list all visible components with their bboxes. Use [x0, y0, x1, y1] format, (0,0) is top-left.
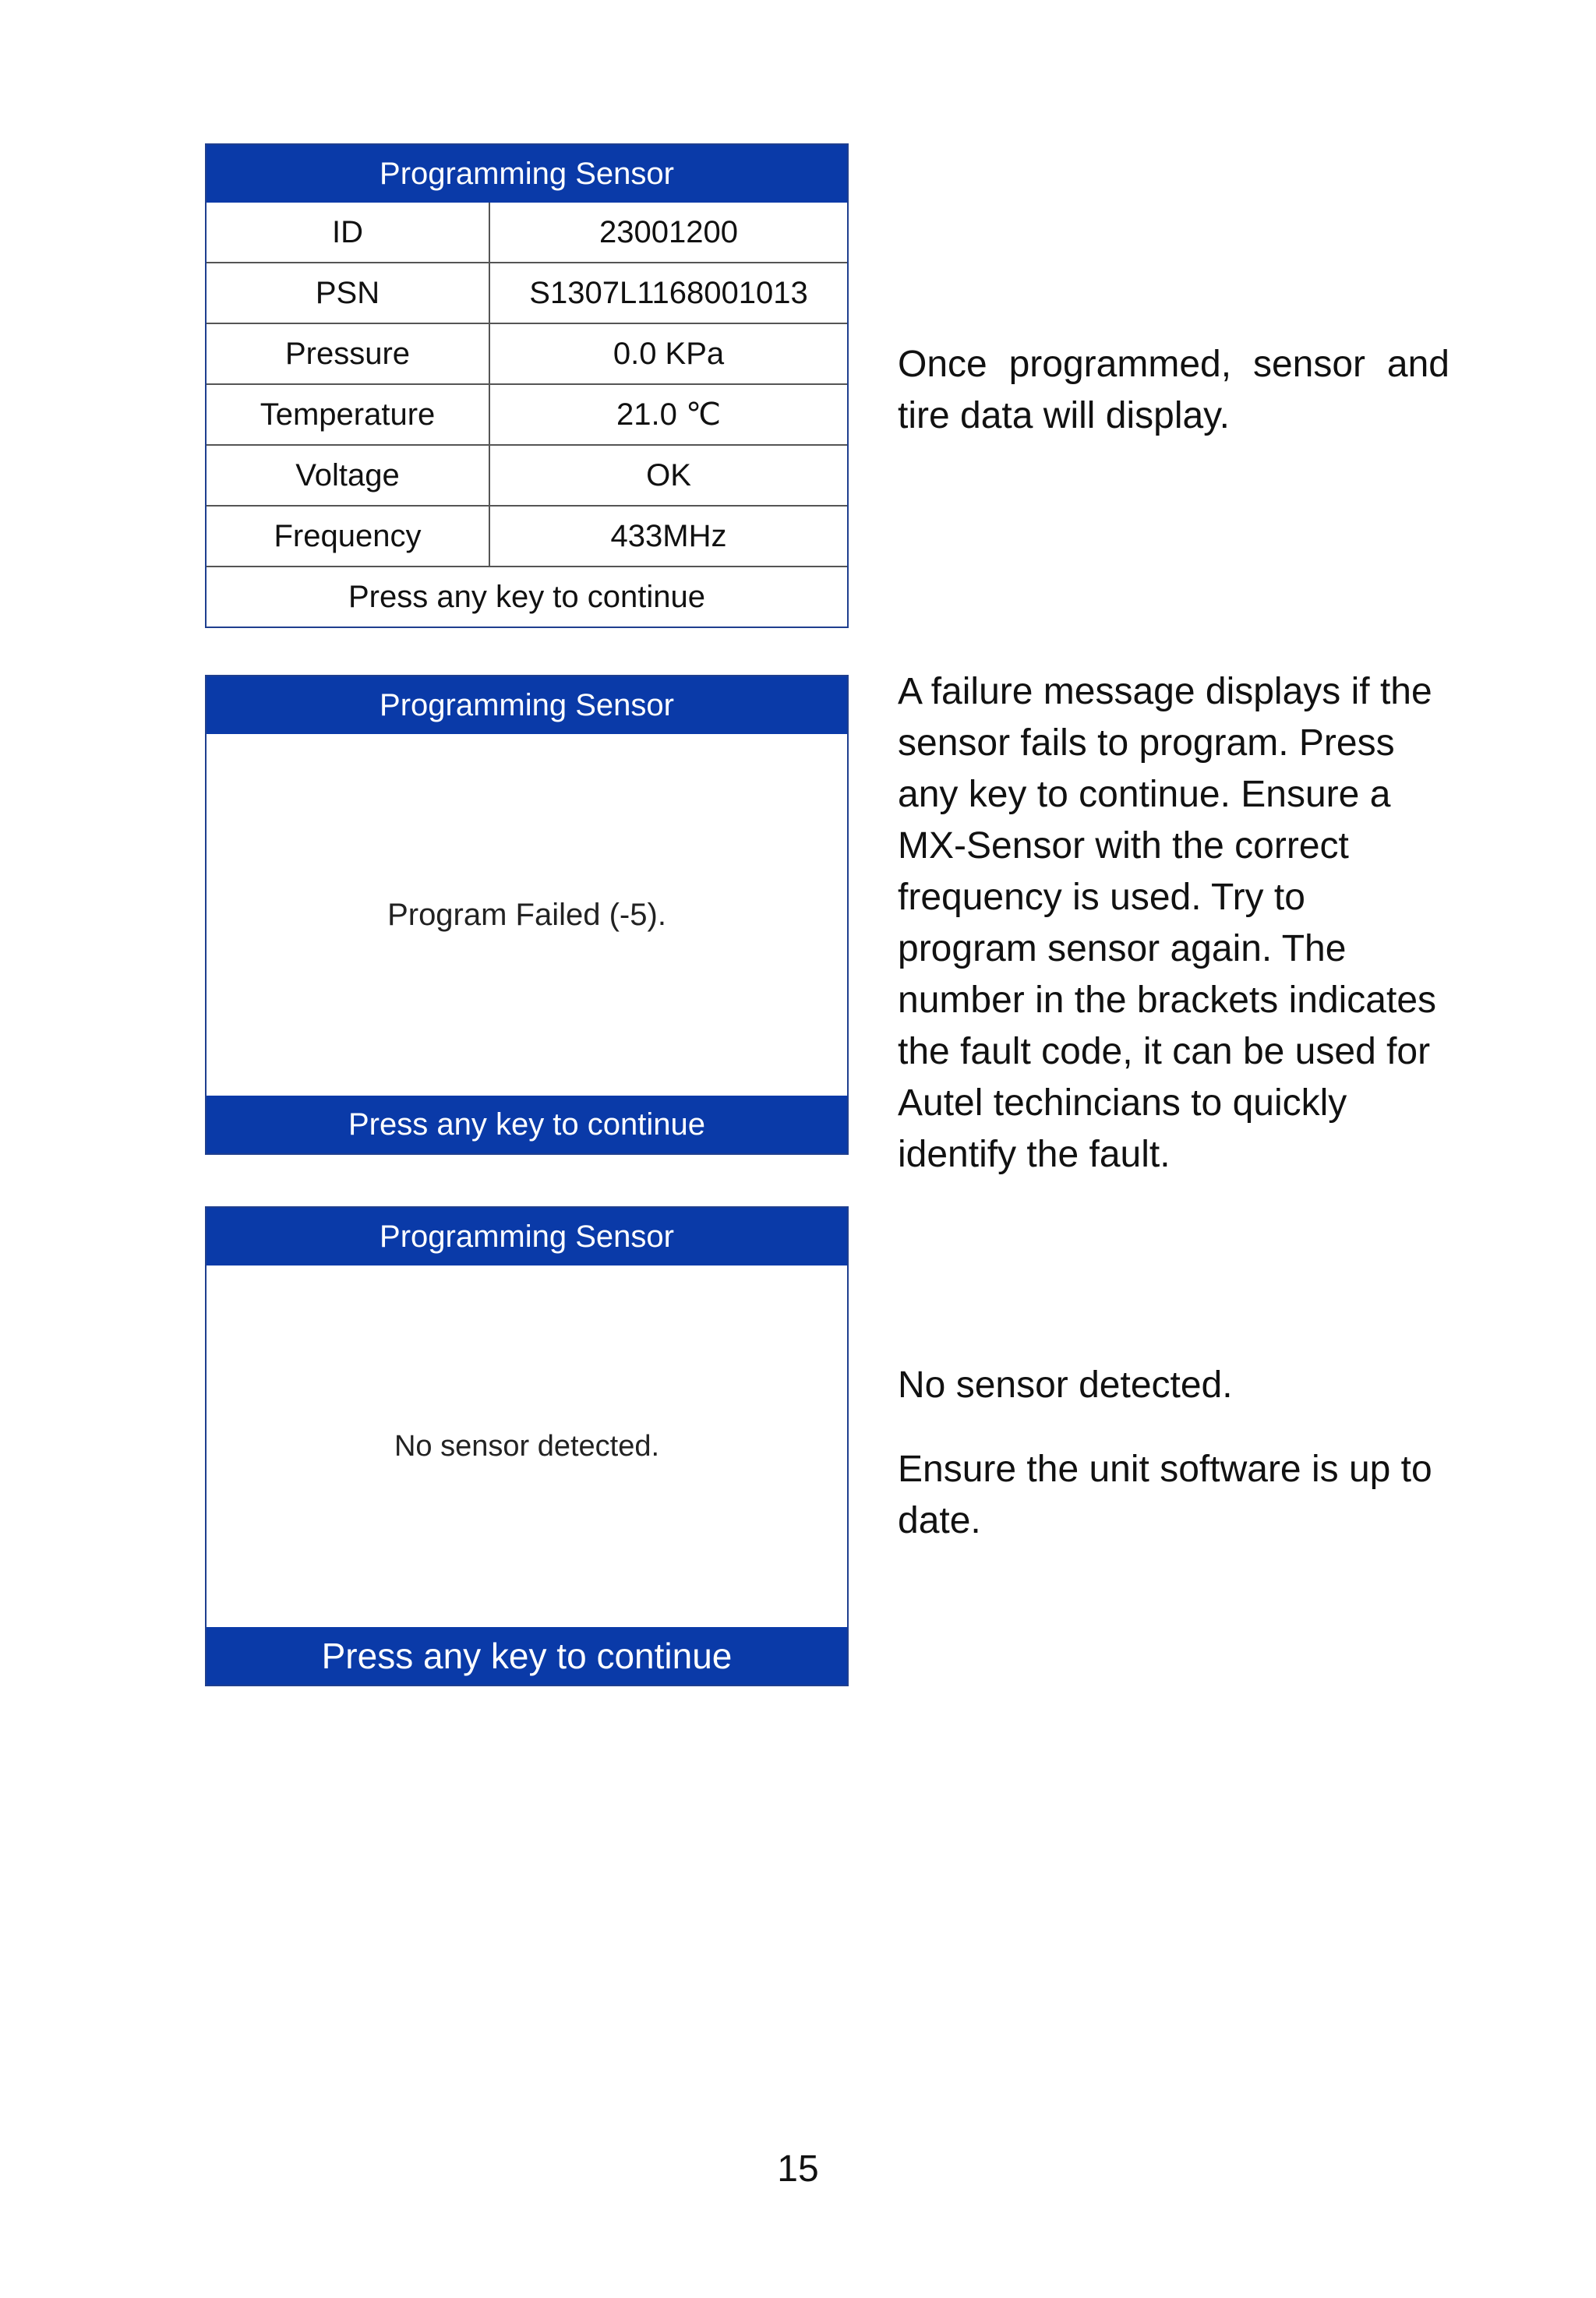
row-value: 23001200 — [489, 203, 847, 263]
table-row — [207, 323, 847, 384]
screen-program-failed — [205, 675, 849, 1155]
screen-sensor-data — [205, 143, 849, 628]
table-row — [207, 445, 847, 506]
row-label: Temperature — [207, 384, 489, 445]
screen-title: Programming Sensor — [207, 1208, 847, 1265]
table-row — [207, 567, 847, 627]
description-failure — [898, 666, 1449, 1181]
continue-bar: Press any key to continue — [207, 1096, 847, 1153]
description-no-sensor — [898, 1360, 1449, 1547]
row-label: Voltage — [207, 445, 489, 506]
description-text: Once programmed, sensor and tire data will display. — [898, 344, 1449, 436]
row-label: Frequency — [207, 506, 489, 567]
row-label: ID — [207, 203, 489, 263]
screen-title: Programming Sensor — [207, 145, 847, 203]
failure-message: Program Failed (-5). — [387, 897, 666, 932]
row-value: 21.0 ℃ — [489, 384, 847, 445]
continue-bar: Press any key to continue — [207, 1627, 847, 1685]
sensor-data-table — [207, 203, 847, 627]
description-text: A failure message displays if the sensor fails to program. Press any key to continue. Ensure a MX-Sensor with the correct frequency is used. Try to program sensor again. The number in the brackets indicates the fault code, it can be used for Autel techincians to quickly identify the fault. — [898, 671, 1437, 1175]
row-label: Pressure — [207, 323, 489, 384]
no-sensor-message: No sensor detected. — [394, 1429, 660, 1463]
row-value: S1307L1168001013 — [489, 263, 847, 323]
row-value: 433MHz — [489, 506, 847, 567]
table-row — [207, 506, 847, 567]
table-row — [207, 263, 847, 323]
page-number: 15 — [777, 2148, 819, 2190]
screen-no-sensor — [205, 1206, 849, 1686]
description-text: No sensor detected. — [898, 1364, 1233, 1406]
screen-title: Programming Sensor — [207, 676, 847, 734]
continue-prompt: Press any key to continue — [207, 567, 847, 627]
row-value: 0.0 KPa — [489, 323, 847, 384]
row-value: OK — [489, 445, 847, 506]
description-programmed — [898, 339, 1449, 442]
row-label: PSN — [207, 263, 489, 323]
table-row — [207, 203, 847, 263]
table-row — [207, 384, 847, 445]
description-text: Ensure the unit software is up to date. — [898, 1449, 1432, 1541]
